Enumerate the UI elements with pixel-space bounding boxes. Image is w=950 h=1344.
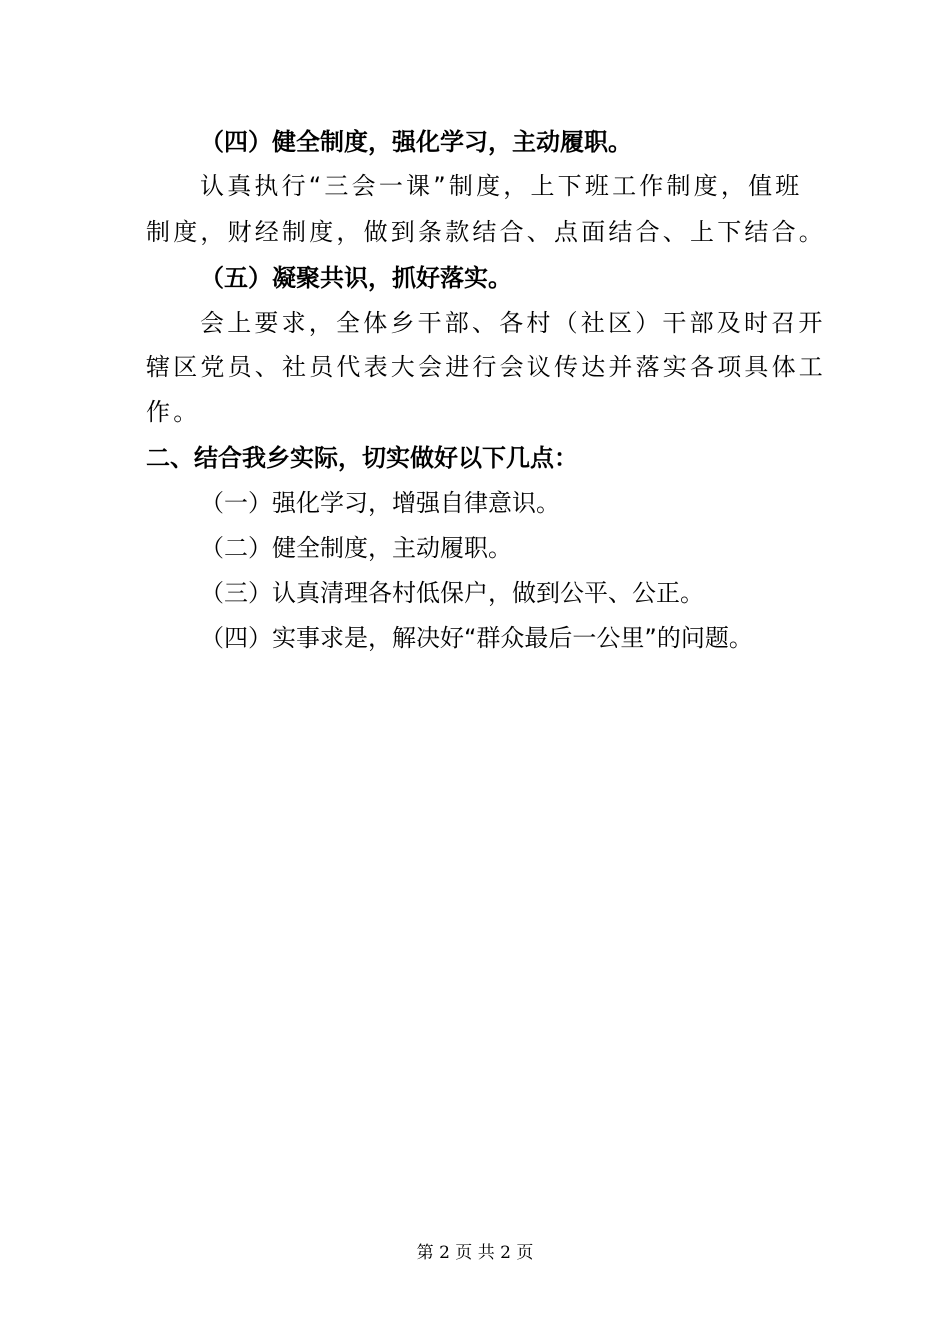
list-item: （四）实事求是，解决好“群众最后一公里”的问题。 [200,624,753,652]
paragraph-five-line-3: 作。 [146,398,201,426]
paragraph-five-line-1: 会上要求，全体乡干部、各村（社区）干部及时召开 [200,309,826,337]
paragraph-four-line-2: 制度，财经制度，做到条款结合、点面结合、上下结合。 [146,218,826,246]
list-item: （二）健全制度，主动履职。 [200,534,512,562]
subheading-five: （五）凝聚共识，抓好落实。 [200,264,512,292]
list-item: （三）认真清理各村低保户，做到公平、公正。 [200,579,704,607]
list-item: （一）强化学习，增强自律意识。 [200,489,560,517]
paragraph-five-line-2: 辖区党员、社员代表大会进行会议传达并落实各项具体工 [146,353,826,381]
section-two-title: 二、结合我乡实际，切实做好以下几点： [146,444,578,472]
paragraph-four-line-1: 认真执行“三会一课”制度，上下班工作制度，值班 [200,172,803,200]
subheading-four: （四）健全制度，强化学习，主动履职。 [200,128,632,156]
page-number-footer: 第 2 页 共 2 页 [416,1243,534,1263]
